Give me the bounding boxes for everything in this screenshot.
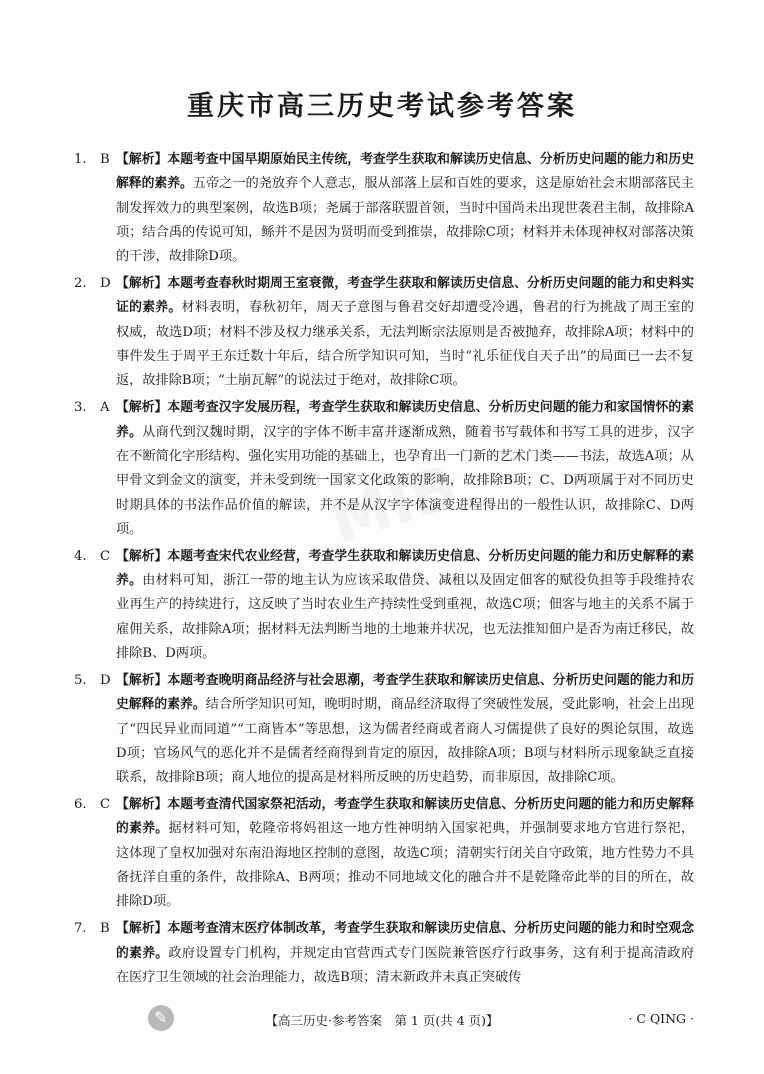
page-title: 重庆市高三历史考试参考答案 <box>187 91 577 122</box>
answer-letter: C <box>100 797 111 813</box>
answer-item <box>74 396 694 542</box>
answer-item <box>74 917 694 990</box>
explanation-heading: 【解析】本题考查清代国家祭祀活动，考查学生获取和解读历史信息、分析历史问题的能力和历史解释的素养。 <box>116 797 694 837</box>
answer-letter: B <box>100 152 110 167</box>
explanation-body: 五帝之一的尧放弃个人意志，服从部落上层和百姓的要求，这是原始社会末期部落民主制发挥效力的典型案例，故选B项；尧属于部落联盟首领，当时中国尚未出现世袭君主制，故排除A项；结合禹的传说可知，鲧并不是因为贤明而受到推崇，故排除C项；材料并未体现神权对部落决策的干涉，故排除D项。 <box>116 176 694 265</box>
answer-explanation <box>116 272 694 393</box>
answer-item <box>74 669 694 790</box>
answer-explanation <box>116 793 694 914</box>
pen-icon: ✎ <box>148 1005 174 1031</box>
answer-item <box>74 148 694 269</box>
answer-letter: A <box>100 400 110 416</box>
answer-explanation <box>116 545 694 666</box>
explanation-body: 从商代到汉魏时期，汉字的字体不断丰富并逐渐成熟，随着书写载体和书写工具的进步，汉字在不断简化字形结构、强化实用功能的基础上，也孕育出一门新的艺术门类——书法，故选A项；从甲骨文到金文的演变，并未受到统一国家文化政策的影响，故排除B项；C、D两项属于对不同历史时期具体的书法作品价值的解读，并不是从汉字字体演变进程得出的一般性认识，故排除C、D两项。 <box>116 424 695 537</box>
question-number: 1. <box>74 152 87 167</box>
answer-item <box>74 545 694 666</box>
explanation-body: 政府设置专门机构，并规定由官营西式专门医院兼管医疗行政事务，这有利于提高清政府在医疗卫生领域的社会治理能力，故选B项；清末新政并未真正突破传 <box>116 945 695 985</box>
answer-explanation <box>116 148 694 269</box>
answer-explanation <box>116 669 694 790</box>
explanation-heading: 【解析】本题考查晚明商品经济与社会思潮，考查学生获取和解读历史信息、分析历史问题的能力和历史解释的素养。 <box>116 672 694 713</box>
explanation-body: 由材料可知，浙江一带的地主认为应该采取借贷、减租以及固定佃客的赋役负担等手段维持农业再生产的持续进行，这反映了当时农业生产持续性受到重视，故选C项；佃客与地主的关系不属于雇佣关系，故排除A项；据材料无法判断当地的土地兼并状况，也无法推知佃户是否为南迁移民，故排除B、D两项。 <box>116 573 695 661</box>
answer-explanation <box>116 917 694 990</box>
explanation-heading: 【解析】本题考查宋代农业经营，考查学生获取和解读历史信息、分析历史问题的能力和历史解释的素养。 <box>116 548 694 589</box>
question-number: 7. <box>74 921 87 937</box>
answer-letter: D <box>100 276 111 292</box>
explanation-heading: 【解析】本题考查汉字发展历程，考查学生获取和解读历史信息、分析历史问题的能力和家国情怀的素养。 <box>116 400 694 440</box>
explanation-heading: 【解析】本题考查春秋时期周王室衰微，考查学生获取和解读历史信息、分析历史问题的能力和史料实证的素养。 <box>116 276 694 316</box>
question-number: 2. <box>74 276 87 292</box>
explanation-heading: 【解析】本题考查清末医疗体制改革，考查学生获取和解读历史信息、分析历史问题的能力和时空观念的素养。 <box>116 921 694 961</box>
question-number: 6. <box>74 797 87 813</box>
answer-item <box>74 793 694 914</box>
question-number: 3. <box>74 400 87 416</box>
explanation-body: 材料表明，春秋初年，周天子意图与鲁君交好却遭受冷遇，鲁君的行为挑战了周王室的权威，故选D项；材料不涉及权力继承关系，无法判断宗法原则是否被抛弃，故排除A项；材料中的事件发生于周平王东迁数十年后，结合所学知识可知，当时“礼乐征伐自天子出”的局面已一去不复返，故排除B项；“土崩瓦解”的说法过于绝对，故排除C项。 <box>116 300 695 389</box>
footer-brand: · C QING · <box>628 1011 694 1026</box>
answer-explanation <box>116 396 694 542</box>
answer-item <box>74 272 694 393</box>
question-number: 5. <box>74 672 87 688</box>
explanation-heading: 【解析】本题考查中国早期原始民主传统，考查学生获取和解读历史信息、分析历史问题的能力和历史解释的素养。 <box>116 152 694 192</box>
explanation-body: 结合所学知识可知，晚明时期，商品经济取得了突破性发展，受此影响，社会上出现了“四民异业而同道”“工商皆本”等思想，这为儒者经商或者商人习儒提供了良好的舆论氛围，故选D项；官场风气的恶化并不是儒者经商得到肯定的原因，故排除A项；B项与材料所示现象缺乏直接联系，故排除B项；商人地位的提高是材料所反映的历史趋势，而非原因，故排除C项。 <box>116 697 695 786</box>
page-footer <box>0 1005 764 1035</box>
question-number: 4. <box>74 548 87 564</box>
answer-list <box>74 148 694 993</box>
explanation-body: 据材料可知，乾隆帝将妈祖这一地方性神明纳入国家祀典，并强制要求地方官进行祭祀，这体现了皇权加强对东南沿海地区控制的意图，故选C项；清朝实行闭关自守政策，地方性势力不具备抚洋自重的条件，故排除A、B两项；推动不同地域文化的融合并不是乾隆帝此举的目的所在，故排除D项。 <box>116 821 695 910</box>
footer-page-info: 【高三历史·参考答案 第 1 页(共 4 页)】 <box>265 1013 499 1028</box>
answer-letter: C <box>100 548 111 564</box>
answer-letter: B <box>100 921 110 937</box>
answer-letter: D <box>100 672 111 688</box>
